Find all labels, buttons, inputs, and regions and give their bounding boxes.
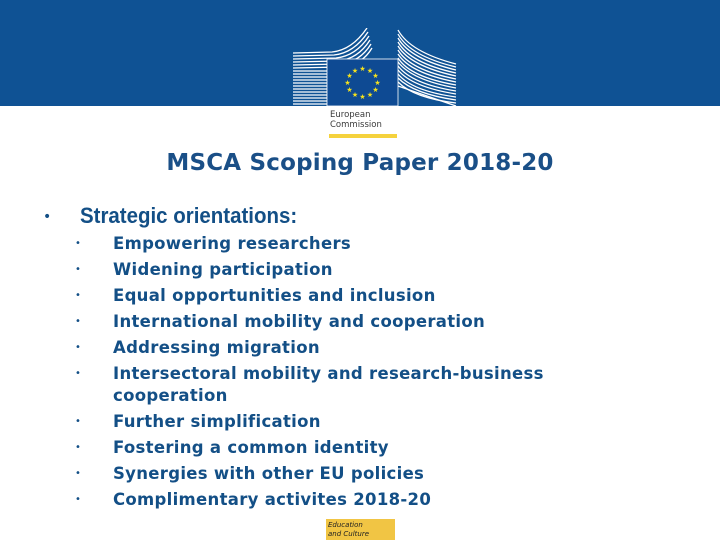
svg-text:★: ★ (366, 91, 374, 99)
list-item-text: Widening participation (113, 260, 333, 279)
list-item (0, 362, 720, 410)
list-item-text: Synergies with other EU policies (113, 464, 425, 483)
level1-bullet (0, 203, 720, 231)
bullet-icon: • (75, 264, 81, 275)
bullet-icon: • (43, 209, 52, 225)
slide-title: MSCA Scoping Paper 2018-20 (166, 150, 554, 176)
list-item-text: Addressing migration (113, 338, 320, 357)
bullet-icon: • (75, 316, 81, 327)
list-item-text: International mobility and cooperation (113, 312, 486, 331)
list-item (0, 310, 720, 336)
svg-text:★: ★ (359, 93, 366, 101)
svg-text:★: ★ (374, 79, 381, 87)
list-item-text: Further simplification (113, 412, 321, 431)
svg-text:★: ★ (351, 91, 359, 99)
svg-text:★: ★ (351, 67, 359, 75)
list-item-text: Fostering a common identity (113, 438, 389, 457)
list-item (0, 258, 720, 284)
list-item-text: Equal opportunities and inclusion (113, 286, 436, 305)
list-item (0, 232, 720, 258)
list-item (0, 488, 720, 514)
european-commission-wordmark (330, 110, 382, 130)
bullet-icon: • (75, 416, 81, 427)
svg-text:★: ★ (359, 65, 366, 73)
list-item (0, 336, 720, 362)
svg-text:★: ★ (366, 67, 374, 75)
list-item (0, 462, 720, 488)
dg-line1: Education (328, 521, 363, 529)
bullet-icon: • (75, 368, 81, 379)
list-item (0, 410, 720, 436)
list-item-text: Intersectoral mobility and research-business cooperation (113, 364, 544, 405)
level1-text: Strategic orientations: (80, 203, 298, 228)
svg-text:★: ★ (344, 79, 351, 87)
bullet-icon: • (75, 468, 81, 479)
bullet-icon: • (75, 342, 81, 353)
bullet-icon: • (75, 290, 81, 301)
svg-text:★: ★ (346, 86, 353, 94)
list-item (0, 436, 720, 462)
logo-accent-bar (329, 134, 397, 138)
svg-text:★: ★ (372, 72, 379, 80)
svg-text:★: ★ (372, 86, 379, 94)
bullet-icon: • (75, 442, 81, 453)
bullet-list (0, 232, 720, 514)
list-item-text: Empowering researchers (113, 234, 352, 253)
wordmark-line1: European (330, 110, 371, 120)
dg-education-culture-label (326, 519, 395, 540)
wordmark-line2: Commission (330, 120, 382, 130)
list-item (0, 284, 720, 310)
list-item-text: Complimentary activites 2018-20 (113, 490, 432, 509)
bullet-icon: • (75, 494, 81, 505)
bullet-icon: • (75, 238, 81, 249)
dg-line2: and Culture (328, 529, 370, 538)
svg-text:★: ★ (346, 72, 353, 80)
